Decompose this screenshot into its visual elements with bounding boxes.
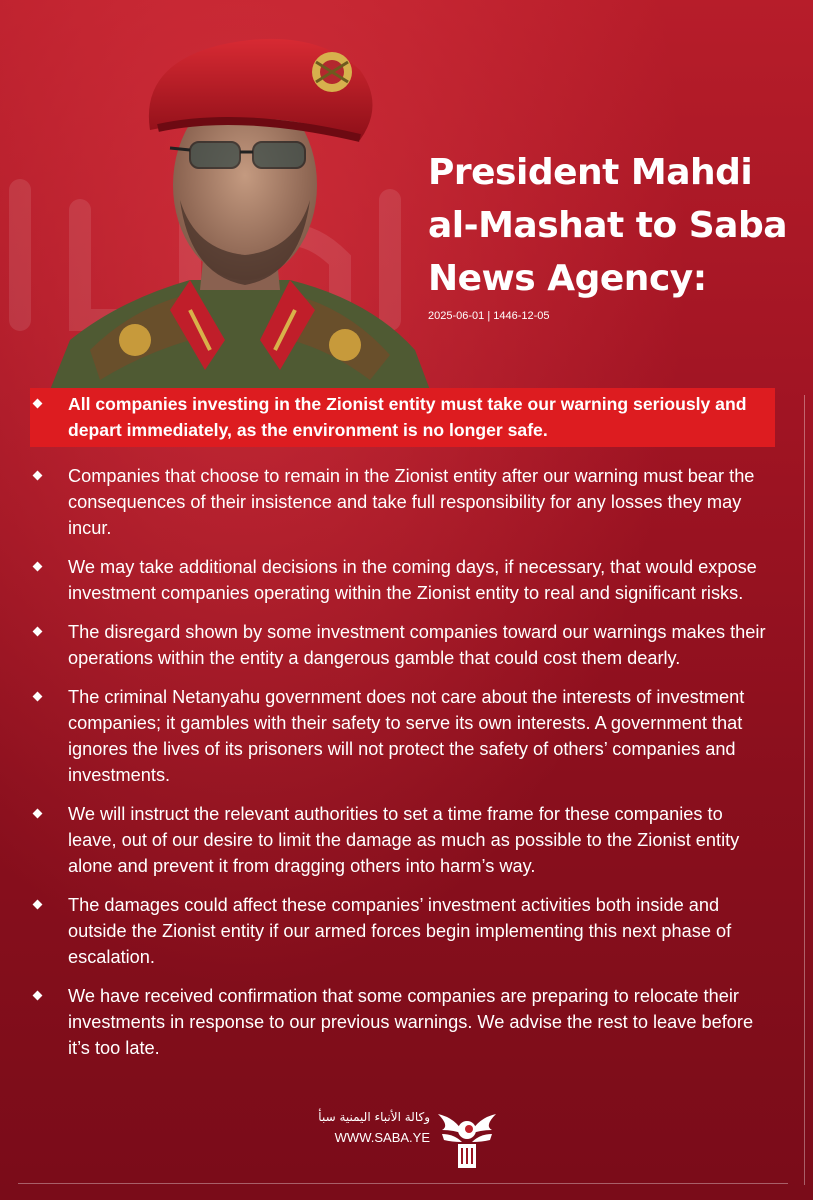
headline-title bbox=[428, 146, 788, 305]
statement-text-7: The damages could affect these companies’ investment activities both inside and outside the Zionist entity if our armed forces begin implementing this next phase of escalation. bbox=[68, 895, 732, 967]
headline-title-line-3: News Agency: bbox=[428, 258, 707, 299]
diamond-bullet-icon bbox=[33, 809, 43, 819]
headline-title-line-1: President Mahdi bbox=[428, 152, 753, 193]
statement-item-6 bbox=[30, 801, 775, 879]
agency-arabic-name: وكالة الأنباء اليمنية سبأ bbox=[318, 1110, 430, 1124]
agency-website-link[interactable]: WWW.SABA.YE bbox=[334, 1130, 430, 1145]
diamond-bullet-icon bbox=[33, 627, 43, 637]
diamond-bullet-icon bbox=[33, 900, 43, 910]
statement-text-8: We have received confirmation that some companies are preparing to relocate their investments in response to our previous warnings. We advise the rest to leave before it’s too late. bbox=[68, 986, 754, 1058]
headline-date: 2025-06-01 | 1446-12-05 bbox=[428, 310, 550, 322]
statement-text-5: The criminal Netanyahu government does not care about the interests of investment companies; it gambles with their safety to serve its own interests. A government that ignores the lives of its prisoners will not protect the safety of others’ companies and investments. bbox=[68, 687, 745, 785]
diamond-bullet-icon bbox=[33, 692, 43, 702]
military-portrait-icon bbox=[40, 10, 440, 390]
statement-list bbox=[30, 388, 775, 1074]
diamond-bullet-icon bbox=[33, 991, 43, 1001]
statement-text-2: Companies that choose to remain in the Zionist entity after our warning must bear the consequences of their insistence and take full responsibility for any losses they may incur. bbox=[68, 466, 755, 538]
frame-bottom-line bbox=[18, 1183, 788, 1184]
diamond-bullet-icon bbox=[33, 399, 43, 409]
frame-right-line bbox=[804, 395, 805, 1185]
statement-text-1: All companies investing in the Zionist entity must take our warning seriously and depart immediately, as the environment is no longer safe. bbox=[68, 394, 747, 440]
headline-title-line-2: al-Mashat to Saba bbox=[428, 205, 788, 246]
statement-item-4 bbox=[30, 619, 775, 671]
statement-item-8 bbox=[30, 983, 775, 1061]
footer-branding bbox=[300, 1100, 520, 1170]
statement-text-3: We may take additional decisions in the coming days, if necessary, that would expose investment companies operating within the Zionist entity to real and significant risks. bbox=[68, 557, 757, 603]
statement-text-4: The disregard shown by some investment companies toward our warnings makes their operations within the entity a dangerous gamble that could cost them dearly. bbox=[68, 622, 766, 668]
statement-item-7 bbox=[30, 892, 775, 970]
statement-item-3 bbox=[30, 554, 775, 606]
statement-item-2 bbox=[30, 463, 775, 541]
saba-eagle-logo-icon bbox=[432, 1104, 502, 1170]
statement-item-5 bbox=[30, 684, 775, 788]
diamond-bullet-icon bbox=[33, 471, 43, 481]
statement-text-6: We will instruct the relevant authorities to set a time frame for these companies to leave, out of our desire to limit the damage as much as possible to the Zionist entity alone and prevent it from dragging others into harm’s way. bbox=[68, 804, 740, 876]
diamond-bullet-icon bbox=[33, 562, 43, 572]
statement-item-1 bbox=[30, 388, 775, 447]
